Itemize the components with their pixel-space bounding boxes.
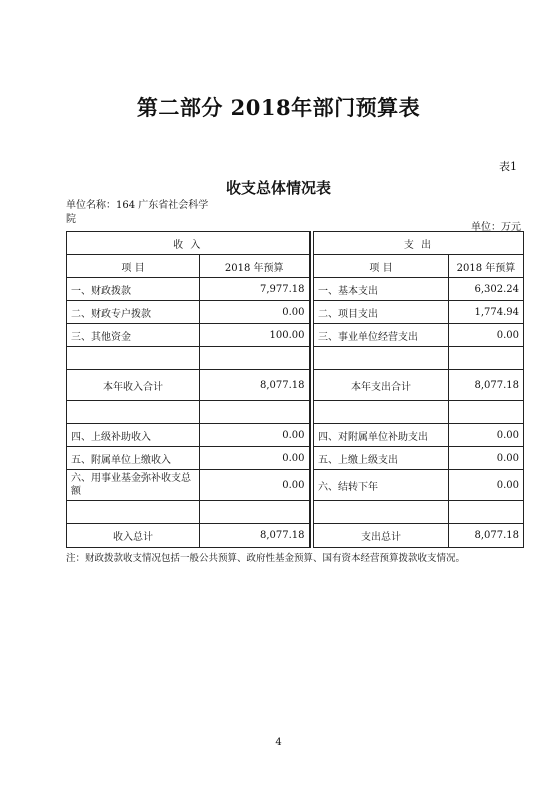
table-row [67, 447, 524, 470]
table-row [67, 424, 524, 447]
income-total-value: 8,077.18 [200, 524, 310, 548]
income-value [200, 401, 310, 424]
expense-value: 0.00 [449, 470, 524, 501]
income-item [67, 401, 200, 424]
table-header-row [67, 232, 524, 255]
income-value: 100.00 [200, 324, 310, 347]
income-item [67, 501, 200, 524]
table-row [67, 370, 524, 401]
expense-item: 二、项目支出 [314, 301, 449, 324]
table-row [67, 347, 524, 370]
expense-subtotal-value: 8,077.18 [449, 370, 524, 401]
table-row [67, 524, 524, 548]
income-subtotal-value: 8,077.18 [200, 370, 310, 401]
expense-value: 1,774.94 [449, 301, 524, 324]
expense-value [449, 401, 524, 424]
income-value: 0.00 [200, 301, 310, 324]
expense-value: 0.00 [449, 424, 524, 447]
expense-value: 6,302.24 [449, 278, 524, 301]
expense-total-value: 8,077.18 [449, 524, 524, 548]
expense-item-header: 项 目 [314, 255, 449, 278]
expense-value [449, 347, 524, 370]
income-value: 0.00 [200, 447, 310, 470]
table-subheader-row [67, 255, 524, 278]
income-item [67, 347, 200, 370]
expense-item: 五、上缴上级支出 [314, 447, 449, 470]
expense-item: 四、对附属单位补助支出 [314, 424, 449, 447]
income-item: 五、附属单位上缴收入 [67, 447, 200, 470]
income-item: 二、财政专户拨款 [67, 301, 200, 324]
income-budget-header: 2018 年预算 [200, 255, 310, 278]
income-value [200, 347, 310, 370]
expense-item: 六、结转下年 [314, 470, 449, 501]
table-title: 收支总体情况表 [225, 179, 331, 197]
income-header: 收 入 [67, 232, 310, 255]
table-row [67, 401, 524, 424]
page-title: 第二部分 2018年部门预算表 [136, 95, 421, 120]
income-value: 7,977.18 [200, 278, 310, 301]
expense-value: 0.00 [449, 447, 524, 470]
expense-subtotal-label: 本年支出合计 [314, 370, 449, 401]
income-value: 0.00 [200, 424, 310, 447]
expense-item: 一、基本支出 [314, 278, 449, 301]
expense-item [314, 501, 449, 524]
income-value [200, 501, 310, 524]
income-item: 三、其他资金 [67, 324, 200, 347]
expense-total-label: 支出总计 [314, 524, 449, 548]
expense-value: 0.00 [449, 324, 524, 347]
unit-name: 单位名称：164 广东省社会科学院 [66, 200, 209, 225]
page-number: 4 [275, 737, 282, 748]
table-footnote: 注：财政拨款收支情况包括一般公共预算、政府性基金预算、国有资本经营预算拨款收支情况。 [66, 553, 466, 564]
table-row [67, 501, 524, 524]
income-item: 六、用事业基金弥补收支总额 [67, 470, 200, 501]
expense-header: 支 出 [314, 232, 524, 255]
table-number: 表1 [499, 160, 517, 173]
expense-value [449, 501, 524, 524]
expense-item [314, 347, 449, 370]
unit-label: 单位：万元 [471, 222, 521, 233]
expense-item [314, 401, 449, 424]
income-subtotal-label: 本年收入合计 [67, 370, 200, 401]
table-row [67, 470, 524, 501]
expense-budget-header: 2018 年预算 [449, 255, 524, 278]
income-item-header: 项 目 [67, 255, 200, 278]
income-total-label: 收入总计 [67, 524, 200, 548]
income-item: 四、上级补助收入 [67, 424, 200, 447]
table-row [67, 301, 524, 324]
income-item: 一、财政拨款 [67, 278, 200, 301]
expense-item: 三、事业单位经营支出 [314, 324, 449, 347]
income-value: 0.00 [200, 470, 310, 501]
table-row [67, 278, 524, 301]
table-row [67, 324, 524, 347]
budget-summary-table [66, 231, 524, 548]
